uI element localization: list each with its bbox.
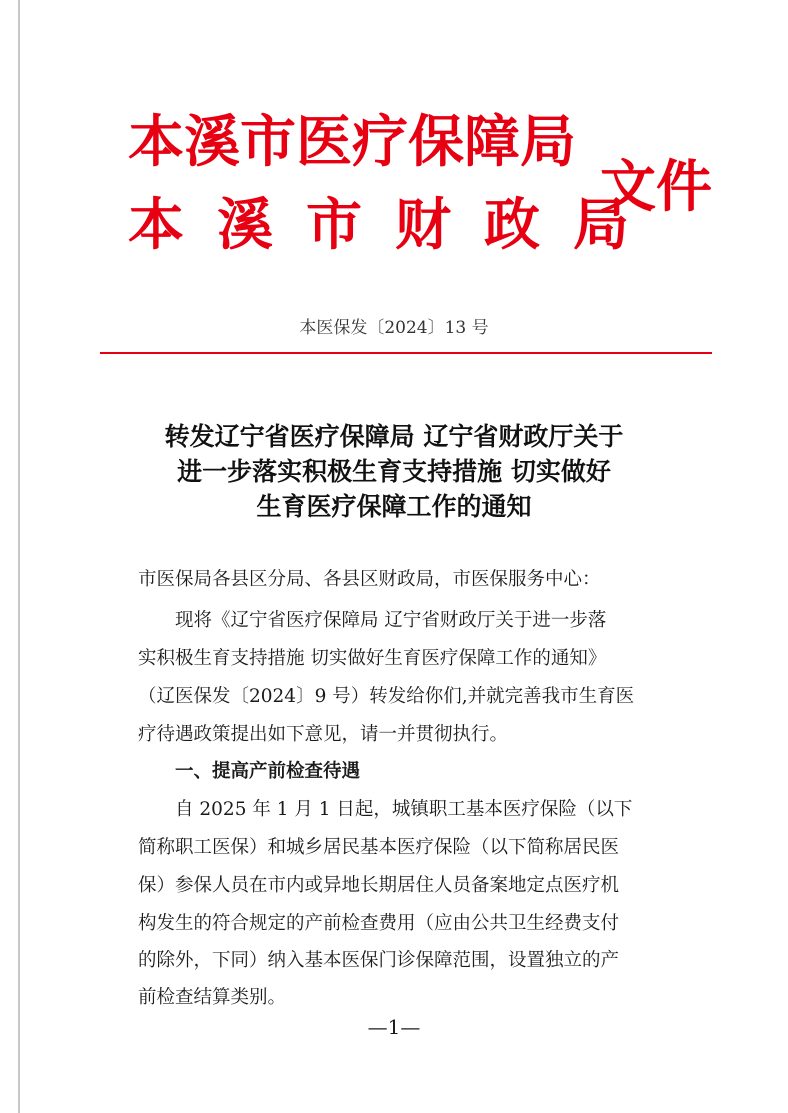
- body-line: 疗待遇政策提出如下意见，请一并贯彻执行。: [138, 724, 509, 745]
- document-type-label: 文件: [600, 155, 712, 220]
- body-line: 的除外，下同）纳入基本医保门诊保障范围，设置独立的产: [138, 950, 620, 971]
- page-number: —1—: [367, 1015, 421, 1039]
- document-title-line-3: 生育医疗保障工作的通知: [256, 492, 532, 521]
- salutation: 市医保局各县区分局、各县区财政局，市医保服务中心：: [138, 569, 601, 590]
- body-line: （辽医保发〔2024〕9 号）转发给你们,并就完善我市生育医: [138, 686, 635, 707]
- body-line: 自 2025 年 1 月 1 日起，城镇职工基本医疗保险（以下: [138, 799, 633, 820]
- document-title-line-1: 转发辽宁省医疗保障局 辽宁省财政厅关于: [164, 422, 624, 451]
- issuing-org-2: 本溪市财政局: [128, 193, 662, 258]
- document-number: 本医保发〔2024〕13 号: [299, 318, 489, 338]
- document-title-line-2: 进一步落实积极生育支持措施 切实做好: [177, 457, 611, 486]
- body-line: 实积极生育支持措施 切实做好生育医疗保障工作的通知》: [138, 648, 607, 669]
- body-line: 前检查结算类别。: [138, 987, 287, 1008]
- body-line: 简称职工医保）和城乡居民基本医疗保险（以下简称居民医: [138, 837, 620, 858]
- issuing-org-1: 本溪市医疗保障局: [128, 110, 576, 175]
- section-heading: 一、提高产前检查待遇: [138, 761, 361, 782]
- body-line: 现将《辽宁省医疗保障局 辽宁省财政厅关于进一步落: [138, 610, 607, 631]
- body-line: 保）参保人员在市内或异地长期居住人员备案地定点医疗机: [138, 875, 620, 896]
- body-line: 构发生的符合规定的产前检查费用（应由公共卫生经费支付: [138, 913, 620, 934]
- red-separator-line: [100, 352, 712, 354]
- page-edge-shadow: [18, 0, 20, 1113]
